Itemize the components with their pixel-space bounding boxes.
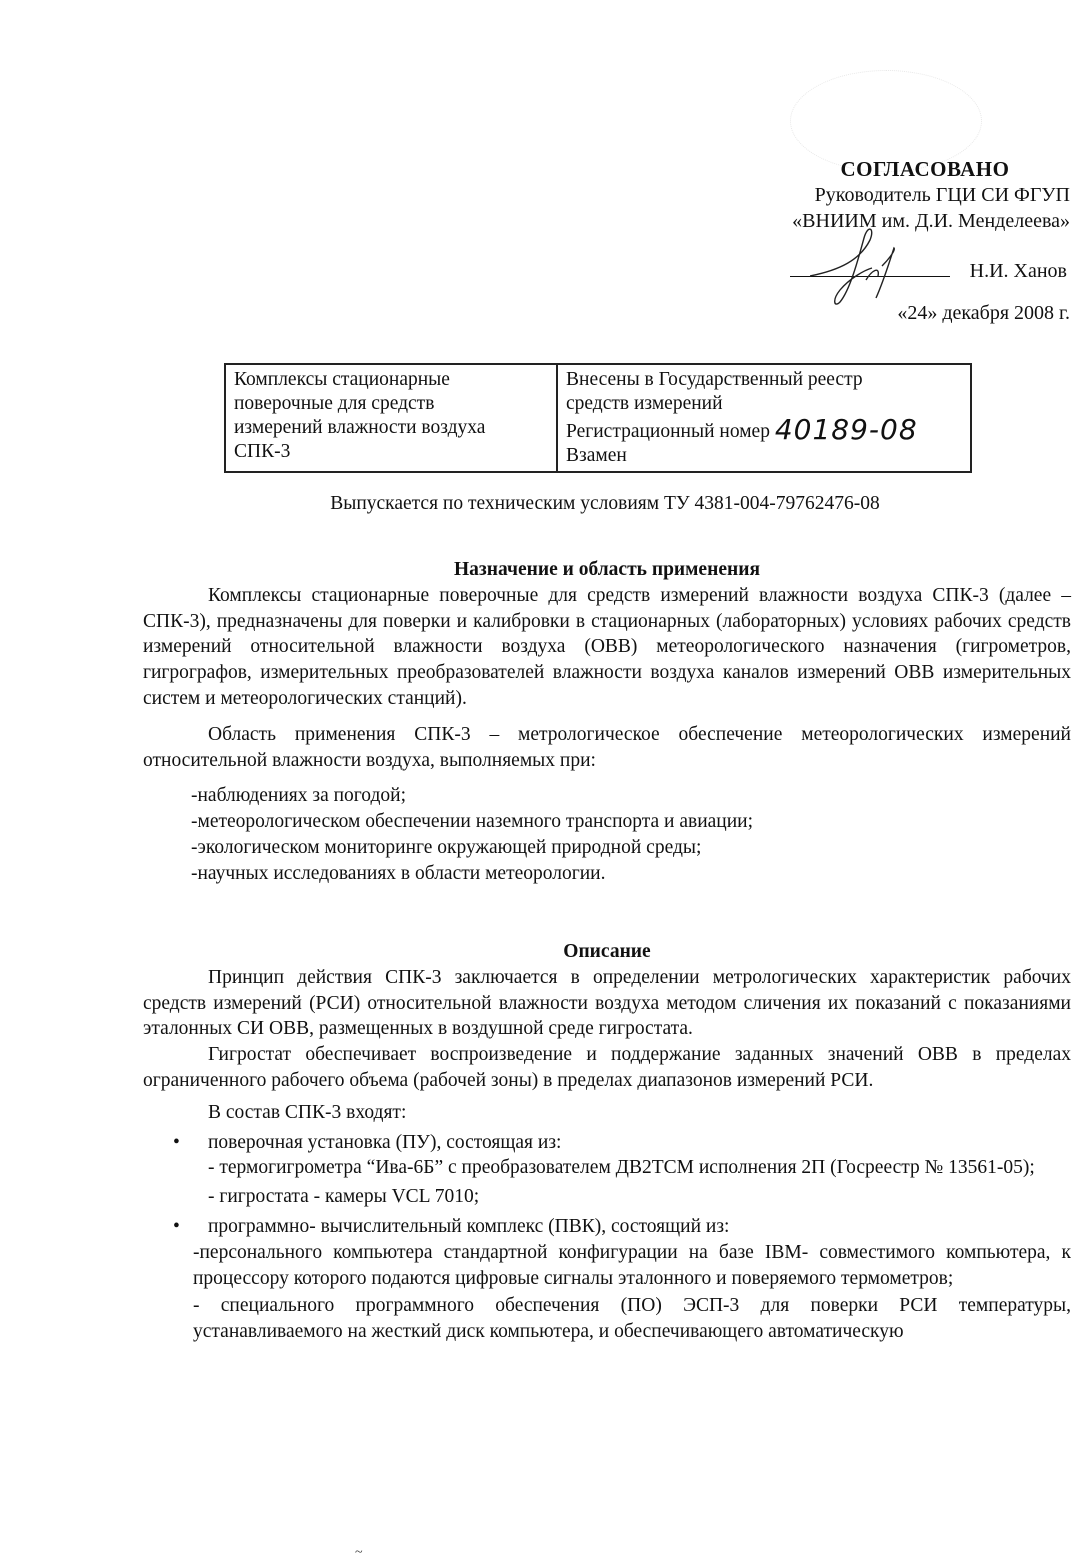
registration-number-label: Регистрационный номер — [566, 421, 770, 442]
paragraph: Гигростат обеспечивает воспроизведение и поддержание заданных значений ОВВ в пределах ограниченного рабочего объема (рабочей зоны) в пределах диапазонов измерений РСИ. — [143, 1044, 1071, 1091]
replaces-label: Взамен — [566, 445, 627, 466]
sub-item: -персонального компьютера стандартной конфигурации на базе IBM- совместимого компьютера, к процессору которого подаются цифровые сигналы эталонного и поверяемого термометров; — [193, 1241, 1071, 1289]
handwritten-signature-icon — [810, 220, 910, 310]
sub-item: - термогигрометра “Ива-6Б” с преобразователем ДВ2ТСМ исполнения 2П (Госреестр № 13561-05); — [208, 1157, 1035, 1179]
approval-position: Руководитель ГЦИ СИ ФГУП — [814, 184, 1070, 206]
product-name-cell — [225, 364, 557, 472]
description-section — [143, 939, 1071, 1345]
approval-date: «24» декабря 2008 г. — [897, 302, 1070, 324]
bullet-item: • программно- вычислительный комплекс (ПВК), состоящий из: — [143, 1214, 1071, 1240]
product-name-line: Комплексы стационарные — [234, 369, 450, 390]
signatory-name: Н.И. Ханов — [969, 260, 1067, 282]
list-item: -наблюдениях за погодой; — [191, 785, 407, 807]
sub-item: - специального программного обеспечения (ПО) ЭСП-3 для поверки РСИ температуры, устанавливаемого на жесткий диск компьютера, и обеспечивающего автоматическую — [193, 1295, 1071, 1343]
registry-info-cell — [557, 364, 971, 472]
usage-list — [143, 783, 1071, 886]
paragraph: Область применения СПК-3 – метрологическое обеспечение метеорологических измерений относительной влажности воздуха, выполняемых при: — [143, 723, 1071, 771]
section-heading: Назначение и область применения — [453, 559, 760, 580]
scan-mark: ~ — [355, 1545, 363, 1560]
paragraph: Принцип действия СПК-3 заключается в определении метрологических характеристик рабочих средств измерений (РСИ) относительной влажности воздуха методом сличения их показаний с показаниями эталонных СИ ОВВ, размещенных в воздушной среде гигростата. — [143, 966, 1071, 1040]
paragraph: Комплексы стационарные поверочные для средств измерений влажности воздуха СПК-3 (далее – СПК-3), предназначены для поверки и калибровки в стационарных (лабораторных) условиях рабочих средств измерений относительной влажности воздуха (ОВВ) метеорологического назначения (гигрометров, гигрографов, измерительных преобразователей влажности воздуха каналов измерений ОВВ измерительных систем и метеорологических станций). — [143, 584, 1071, 709]
list-item: -метеорологическом обеспечении наземного транспорта и авиации; — [191, 811, 754, 833]
registration-number-row — [566, 413, 962, 446]
section-heading: Описание — [563, 941, 651, 962]
purpose-section — [143, 557, 1071, 887]
approval-organization: «ВНИИМ им. Д.И. Менделеева» — [792, 210, 1070, 232]
bullet-item: • поверочная установка (ПУ), состоящая из: — [143, 1130, 1071, 1156]
registry-table — [224, 363, 972, 473]
signature-line — [740, 252, 1070, 286]
list-item: -экологическом мониторинге окружающей природной среды; — [191, 836, 702, 858]
product-name-line: СПК-3 — [234, 441, 291, 462]
technical-conditions-line: Выпускается по техническим условиям ТУ 4381-004-79762476-08 — [330, 493, 880, 514]
registry-line: средств измерений — [566, 393, 723, 414]
product-name-line: измерений влажности воздуха — [234, 417, 486, 438]
composition-intro: В состав СПК-3 входят: — [208, 1101, 407, 1123]
approval-title: СОГЛАСОВАНО — [840, 157, 1010, 181]
registration-number-value: 40189-08 — [774, 413, 918, 446]
approval-block — [740, 156, 1070, 326]
product-name-line: поверочные для средств — [234, 393, 435, 414]
sub-item: - гигростата - камеры VCL 7010; — [208, 1186, 480, 1208]
list-item: -научных исследованиях в области метеорологии. — [191, 862, 606, 884]
registry-line: Внесены в Государственный реестр — [566, 369, 863, 390]
